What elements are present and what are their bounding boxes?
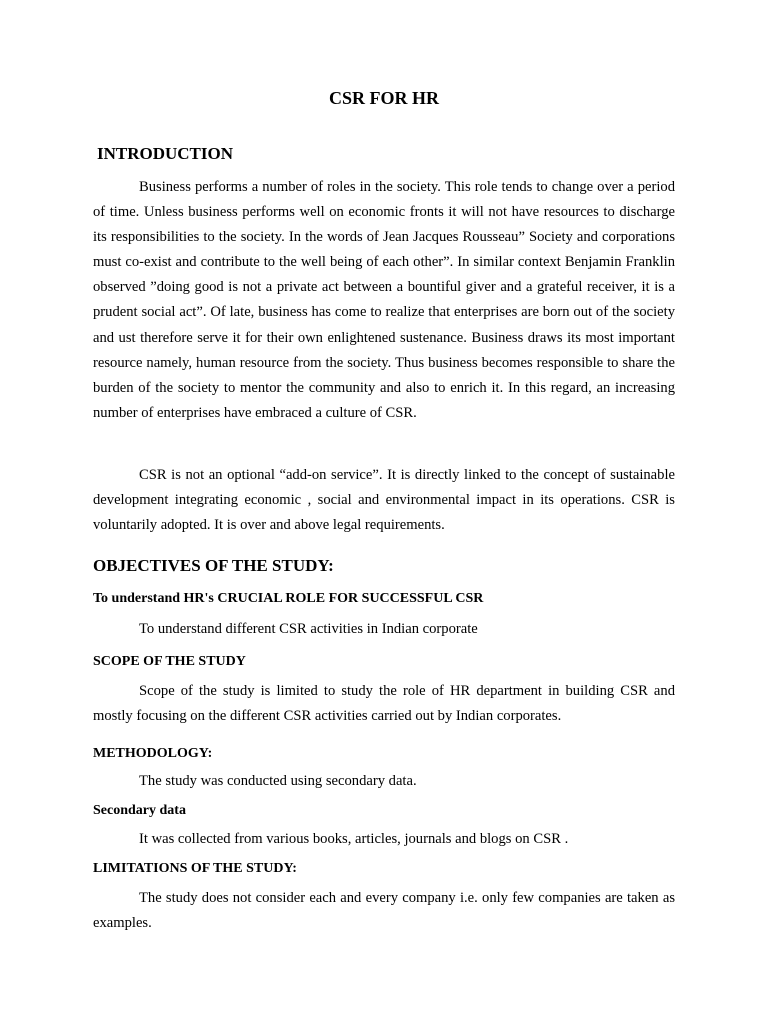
methodology-heading: METHODOLOGY: — [93, 746, 213, 761]
secondary-data-heading: Secondary data — [93, 803, 186, 818]
introduction-heading: INTRODUCTION — [97, 144, 234, 163]
objectives-heading: OBJECTIVES OF THE STUDY: — [93, 556, 334, 575]
document-title: CSR FOR HR — [328, 88, 439, 108]
scope-text: Scope of the study is limited to study the role of HR department in building CSR and mostly focusing on the different CSR activities carried out by Indian corporates. — [93, 683, 675, 725]
limitations-text: The study does not consider each and every company i.e. only few companies are taken as examples. — [93, 890, 675, 932]
secondary-data-text: It was collected from various books, articles, journals and blogs on CSR . — [139, 831, 569, 847]
methodology-text: The study was conducted using secondary data. — [139, 773, 417, 789]
objective-item-2: To understand different CSR activities in Indian corporate — [139, 621, 478, 637]
objective-item-1: To understand HR's CRUCIAL ROLE FOR SUCCESSFUL CSR — [93, 591, 484, 606]
introduction-paragraph-1: Business performs a number of roles in the society. This role tends to change over a period of time. Unless business performs well on economic fronts it will not have resources to discharge its responsibilities to the society. In the words of Jean Jacques Rousseau” Society and corporations must co-exist and contribute to the well being of each other”. In similar context Benjamin Franklin observed ”doing good is not a private act between a bountiful giver and a grateful receiver, it is a prudent social act”. Of late, business has come to realize that enterprises are born out of the society and ust therefore serve it for their own enlightened sustenance. Business draws its most important resource namely, human resource from the society. Thus business becomes responsible to share the burden of the society to mentor the community and also to enrich it. In this regard, an increasing number of enterprises have embraced a culture of CSR. — [93, 179, 675, 421]
introduction-paragraph-2: CSR is not an optional “add-on service”. It is directly linked to the concept of sustainable development integrating economic , social and environmental impact in its operations. CSR is voluntarily adopted. It is over and above legal requirements. — [93, 467, 675, 534]
scope-heading: SCOPE OF THE STUDY — [93, 654, 246, 669]
limitations-heading: LIMITATIONS OF THE STUDY: — [93, 861, 297, 876]
